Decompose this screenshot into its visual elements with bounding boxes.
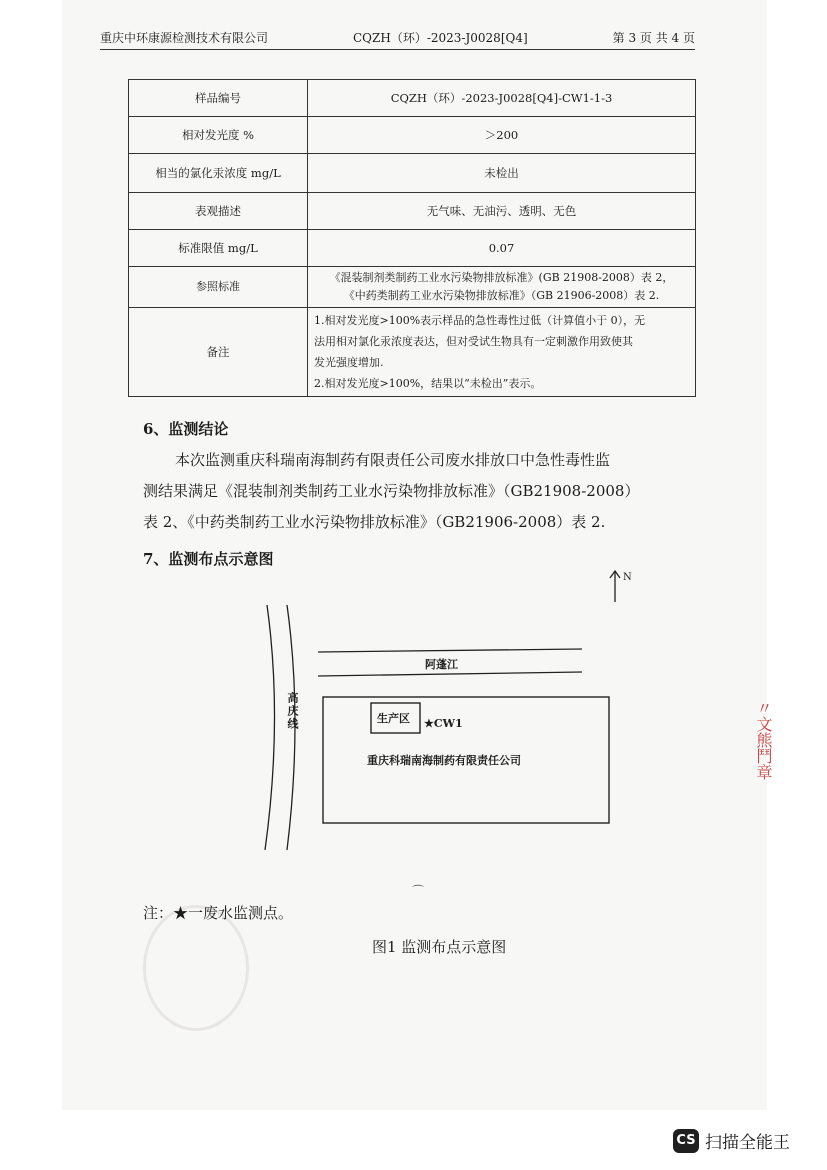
table-row (129, 308, 696, 397)
note-line: 2.相对发光度>100%，结果以“未检出”表示。 (314, 377, 542, 390)
row-label: 参照标准 (129, 267, 308, 308)
company-label: 重庆科瑞南海制药有限责任公司 (367, 754, 521, 767)
table-row (129, 117, 696, 154)
north-arrow-icon (607, 568, 637, 604)
monitoring-point-label: ★CW1 (424, 717, 463, 730)
header-page-number: 第 3 页 共 4 页 (612, 31, 695, 45)
reference-line: 《混装制剂类制药工业水污染物排放标准》(GB 21908-2008）表 2， (329, 271, 674, 284)
row-value (308, 267, 696, 308)
header-company: 重庆中环康源检测技术有限公司 (100, 31, 269, 45)
river-label: 阿蓬江 (425, 658, 458, 671)
paragraph-line: 本次监测重庆科瑞南海制药有限责任公司废水排放口中急性毒性监 (175, 451, 611, 469)
row-label: 相对发光度 % (129, 117, 308, 154)
reference-line: 《中药类制药工业水污染物排放标准》（GB 21906-2008）表 2. (343, 289, 660, 302)
result-table (128, 79, 696, 397)
faded-seal (143, 905, 249, 1031)
table-row (129, 230, 696, 267)
table-row (129, 267, 696, 308)
camscanner-text: 扫描全能王 (705, 1133, 790, 1153)
row-label: 表观描述 (129, 193, 308, 230)
section-7-title: 7、监测布点示意图 (143, 550, 274, 568)
north-arrow (607, 568, 637, 604)
row-value (308, 308, 696, 397)
north-label: N (623, 572, 632, 583)
note-line: 1.相对发光度>100%表示样品的急性毒性过低（计算值小于 0），无 (314, 314, 646, 327)
production-zone-label: 生产区 (377, 712, 410, 725)
camscanner-logo-icon: CS (673, 1129, 699, 1153)
row-label: 相当的氯化汞浓度 mg/L (129, 154, 308, 193)
paragraph-line: 表 2、《中药类制药工业水污染物排放标准》（GB21906-2008）表 2. (143, 513, 606, 531)
row-value: CQZH（环）-2023-J0028[Q4]-CW1-1-3 (308, 80, 696, 117)
paragraph-line: 测结果满足《混装制剂类制药工业水污染物排放标准》（GB21908-2008） (143, 482, 640, 500)
page-header (100, 27, 695, 50)
row-value: 0.07 (308, 230, 696, 267)
row-value: ＞200 (308, 117, 696, 154)
note-line: 法用相对氯化汞浓度表达，但对受试生物具有一定刺激作用致使其 (314, 335, 633, 348)
row-label: 标准限值 mg/L (129, 230, 308, 267)
table-row (129, 154, 696, 193)
site-map (255, 600, 625, 864)
row-label: 备注 (129, 308, 308, 397)
scan-mark-icon: ⌒ (412, 884, 425, 898)
table-row (129, 80, 696, 117)
figure-caption: 图1 监测布点示意图 (372, 938, 507, 956)
road-label: 高庆线 (286, 692, 299, 731)
section-6-body (143, 445, 703, 538)
footnote: 注：★一废水监测点。 (143, 904, 294, 922)
row-value: 未检出 (308, 154, 696, 193)
row-label: 样品编号 (129, 80, 308, 117)
section-6-title: 6、监测结论 (143, 420, 229, 438)
red-seal-edge: 〃文熊鬥章 (754, 700, 773, 780)
row-value: 无气味、无油污、透明、无色 (308, 193, 696, 230)
note-line: 发光强度增加. (314, 356, 384, 369)
header-report-number: CQZH（环）-2023-J0028[Q4] (353, 31, 528, 45)
table-row (129, 193, 696, 230)
camscanner-watermark (673, 1128, 790, 1153)
site-map-drawing (255, 600, 625, 860)
